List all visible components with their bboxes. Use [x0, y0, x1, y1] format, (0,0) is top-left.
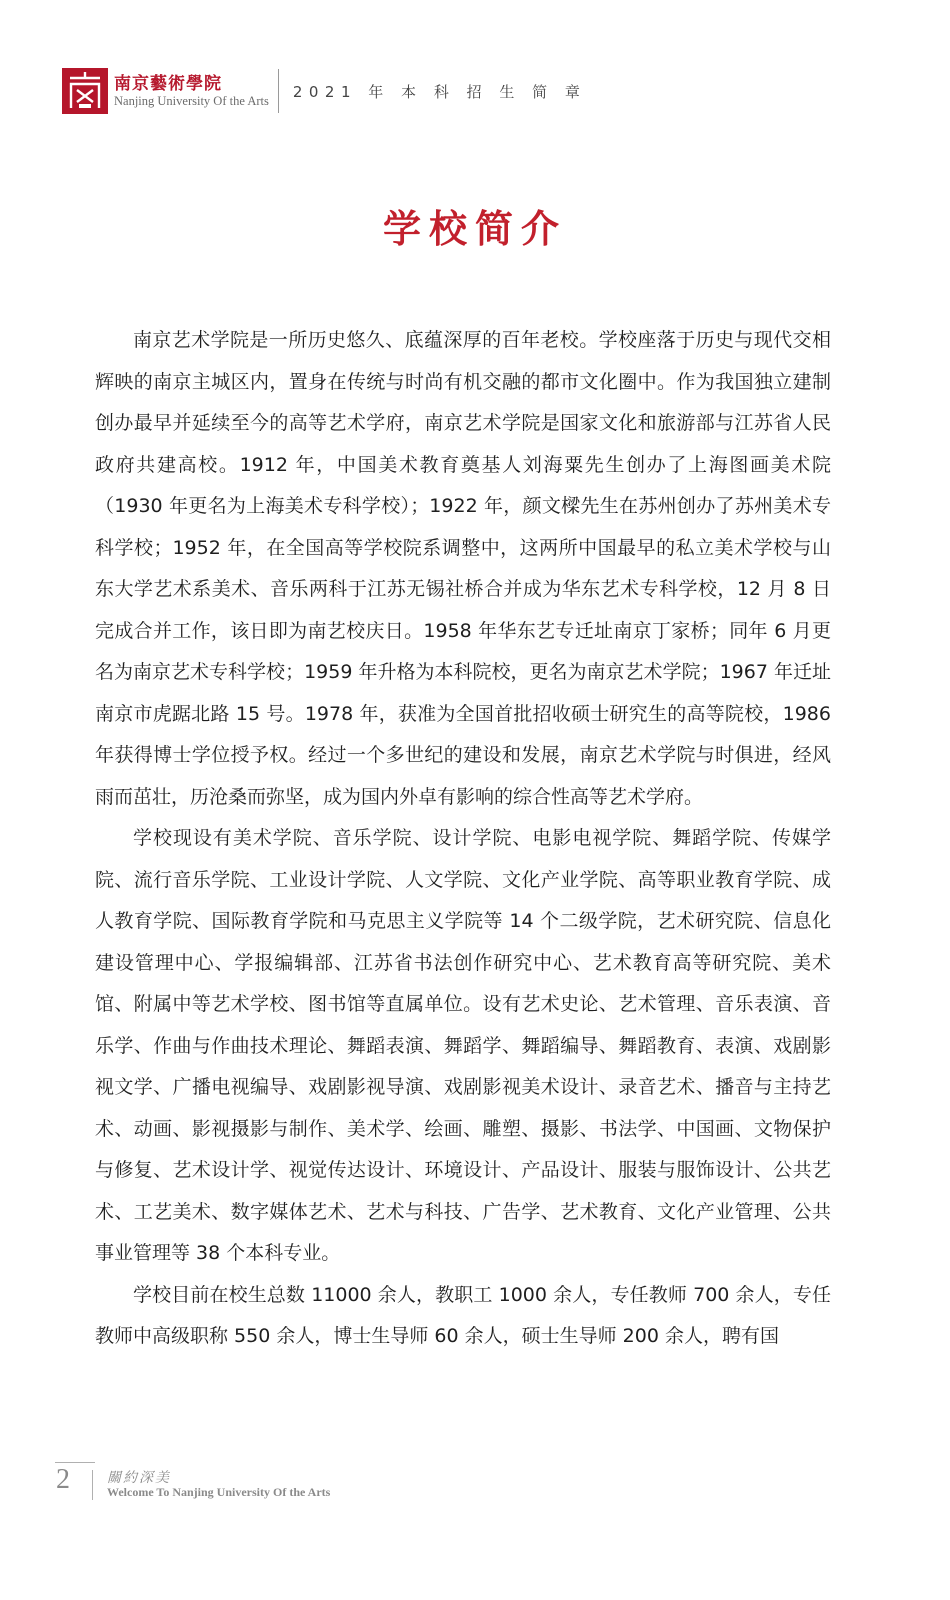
page-header [62, 66, 586, 116]
article-body [95, 320, 831, 1358]
paragraph-colleges: 学校现设有美术学院、音乐学院、设计学院、电影电视学院、舞蹈学院、传媒学院、流行音乐学院、工业设计学院、人文学院、文化产业学院、高等职业教育学院、成人教育学院、国际教育学院和马克思主义学院等 14 个二级学院，艺术研究院、信息化建设管理中心、学报编辑部、江苏省书法创作研究中心、艺术教育高等研究院、美术馆、附属中等艺术学校、图书馆等直属单位。设有艺术史论、艺术管理、音乐表演、音乐学、作曲与作曲技术理论、舞蹈表演、舞蹈学、舞蹈编导、舞蹈教育、表演、戏剧影视文学、广播电视编导、戏剧影视导演、戏剧影视美术设计、录音艺术、播音与主持艺术、动画、影视摄影与制作、美术学、绘画、雕塑、摄影、书法学、中国画、文物保护与修复、艺术设计学、视觉传达设计、环境设计、产品设计、服装与服饰设计、公共艺术、工艺美术、数字媒体艺术、艺术与科技、广告学、艺术教育、文化产业管理、公共事业管理等 38 个本科专业。 [95, 827, 831, 1264]
header-divider [278, 69, 279, 113]
logo-text [114, 74, 269, 109]
page-number: 2 [56, 1464, 70, 1495]
footer-tagline: Welcome To Nanjing University Of the Arts [107, 1485, 331, 1499]
footer-rule [55, 1462, 95, 1463]
logo-chinese-name: 南京藝術學院 [114, 73, 222, 94]
paragraph-history: 南京艺术学院是一所历史悠久、底蕴深厚的百年老校。学校座落于历史与现代交相辉映的南京主城区内，置身在传统与时尚有机交融的都市文化圈中。作为我国独立建制创办最早并延续至今的高等艺术学府，南京艺术学院是国家文化和旅游部与江苏省人民政府共建高校。1912 年，中国美术教育奠基人刘海粟先生创办了上海图画美术院（1930 年更名为上海美术专科学校）；1922 年，颜文樑先生在苏州创办了苏州美术专科学校；1952 年，在全国高等学校院系调整中，这两所中国最早的私立美术学校与山东大学艺术系美术、音乐两科于江苏无锡社桥合并成为华东艺术专科学校，12 月 8 日完成合并工作，该日即为南艺校庆日。1958 年华东艺专迁址南京丁家桥；同年 6 月更名为南京艺术专科学校；1959 年升格为本科院校，更名为南京艺术学院；1967 年迁址南京市虎踞北路 15 号。1978 年，获准为全国首批招收硕士研究生的高等院校，1986 年获得博士学位授予权。经过一个多世纪的建设和发展，南京艺术学院与时俱进，经风雨而茁壮，历沧桑而弥坚，成为国内外卓有影响的综合性高等艺术学府。 [95, 329, 831, 808]
university-logo-icon [62, 68, 108, 114]
logo-english-name: Nanjing University Of the Arts [114, 93, 269, 108]
page-title: 学校简介 [382, 206, 567, 251]
footer-divider [92, 1470, 93, 1500]
brochure-subtitle: 2021 年 本 科 招 生 简 章 [292, 82, 587, 101]
footer-slogan: 關約深美 [107, 1470, 171, 1486]
paragraph-statistics: 学校目前在校生总数 11000 余人，教职工 1000 余人，专任教师 700 余人，专任教师中高级职称 550 余人，博士生导师 60 余人，硕士生导师 200 余人，聘有国 [95, 1283, 831, 1347]
